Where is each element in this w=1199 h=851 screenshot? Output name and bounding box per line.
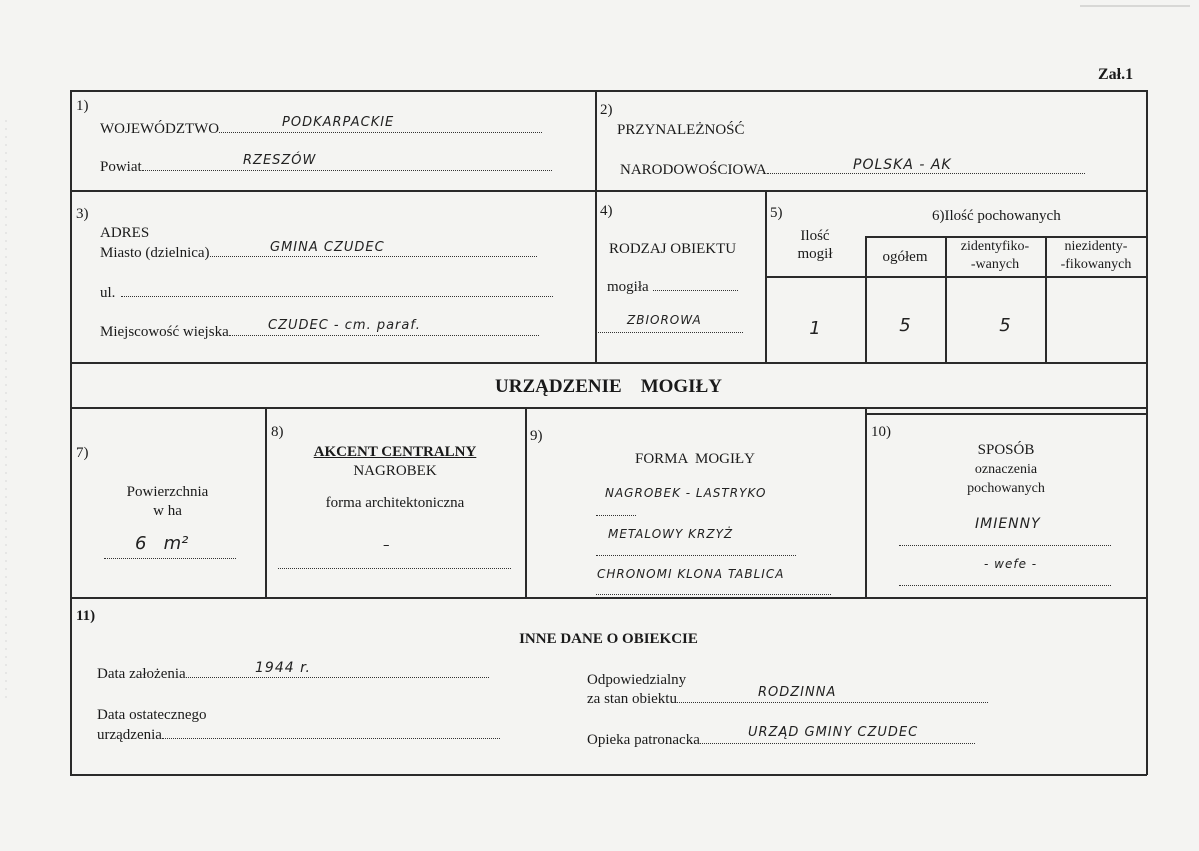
inne-dane-title: INNE DANE O OBIEKCIE (519, 631, 698, 647)
section-9-number: 9) (530, 428, 543, 444)
mogila-label: mogiła (607, 279, 649, 295)
section-11-number: 11) (76, 608, 96, 624)
forma-mogily-line2: METALOWY KRZYŻ (608, 527, 734, 541)
odpowiedzialny-value: RODZINNA (758, 685, 837, 700)
rodzaj-obiektu-value: ZBIOROWA (627, 313, 702, 327)
ogolem-value: 5 (899, 315, 911, 336)
sposob-value-1: IMIENNY (975, 516, 1041, 532)
odpowiedzialny-label-line1: Odpowiedzialny (587, 672, 687, 688)
section-3-number: 3) (76, 206, 89, 222)
ilosc-mogil-label-line1: Ilość (800, 228, 830, 244)
adres-label: ADRES (100, 225, 150, 241)
opieka-patronacka-label: Opieka patronacka (587, 732, 700, 748)
data-zalozenia-value: 1944 r. (255, 660, 311, 676)
urzadzenie-mogily-title: URZĄDZENIE MOGIŁY (495, 376, 722, 397)
akcent-centralny-value: – (383, 538, 391, 553)
data-ostatecznego-label-line2: urządzenia (97, 727, 162, 743)
opieka-patronacka-value: URZĄD GMINY CZUDEC (748, 725, 919, 740)
miasto-value: GMINA CZUDEC (270, 240, 385, 255)
wojewodztwo-value: PODKARPACKIE (282, 115, 395, 130)
miejscowosc-label: Miejscowość wiejska (100, 324, 229, 340)
forma-mogily-line1: NAGROBEK - LASTRYKO (605, 486, 767, 500)
powierzchnia-value: 6 m² (135, 533, 189, 554)
odpowiedzialny-label-line2: za stan obiektu (587, 691, 677, 707)
zidentyfikowanych-header-line1: zidentyfiko- (960, 239, 1030, 254)
data-ostatecznego-label-line1: Data ostatecznego (97, 707, 207, 723)
rodzaj-obiektu-label: RODZAJ OBIEKTU (609, 241, 737, 257)
sposob-label-line2: oznaczenia (974, 462, 1038, 477)
narodowosc-value: POLSKA - AK (853, 157, 952, 173)
powiat-label: Powiat (100, 159, 142, 175)
section-10-number: 10) (871, 424, 891, 440)
niezidentyfikowanych-header-line1: niezidenty- (1064, 239, 1128, 254)
ilosc-mogil-value: 1 (809, 318, 821, 339)
powierzchnia-label-line2: w ha (153, 503, 182, 519)
annex-label: Zał.1 (1098, 66, 1134, 83)
narodowosc-label-line1: PRZYNALEŻNOŚĆ (617, 122, 745, 138)
powierzchnia-label-line1: Powierzchnia (126, 484, 209, 500)
forma-architektoniczna-label: forma architektoniczna (325, 495, 465, 511)
section-4-number: 4) (600, 203, 613, 219)
forma-mogily-label: FORMA MOGIŁY (634, 451, 755, 467)
section-8-number: 8) (271, 424, 284, 440)
sposob-value-2: - wefe - (984, 557, 1038, 571)
akcent-centralny-title: AKCENT CENTRALNY (313, 444, 477, 460)
sposob-label-line3: pochowanych (967, 481, 1045, 496)
nagrobek-subtitle: NAGROBEK (353, 463, 437, 479)
sposob-label-line1: SPOSÓB (977, 442, 1035, 458)
zidentyfikowanych-value: 5 (999, 315, 1011, 336)
pochowanych-header: 6)Ilość pochowanych (932, 208, 1061, 224)
ul-label: ul. (100, 285, 116, 301)
niezidentyfikowanych-header-line2: -fikowanych (1060, 257, 1132, 272)
section-1-number: 1) (76, 98, 89, 114)
section-7-number: 7) (76, 445, 89, 461)
powiat-value: RZESZÓW (243, 153, 317, 168)
ilosc-mogil-label-line2: mogił (797, 246, 833, 262)
miasto-label: Miasto (dzielnica) (100, 245, 210, 261)
section-2-number: 2) (600, 102, 613, 118)
zidentyfikowanych-header-line2: -wanych (970, 257, 1020, 272)
wojewodztwo-label: WOJEWÓDZTWO (100, 121, 220, 137)
ogolem-column-header: ogółem (882, 249, 928, 265)
data-zalozenia-label: Data założenia (97, 666, 186, 682)
section-5-number: 5) (770, 205, 783, 221)
forma-mogily-line3: CHRONOMI KLONA TABLICA (597, 567, 785, 581)
narodowosc-label-line2: NARODOWOŚCIOWA (620, 162, 767, 178)
miejscowosc-value: CZUDEC - cm. paraf. (268, 318, 421, 333)
